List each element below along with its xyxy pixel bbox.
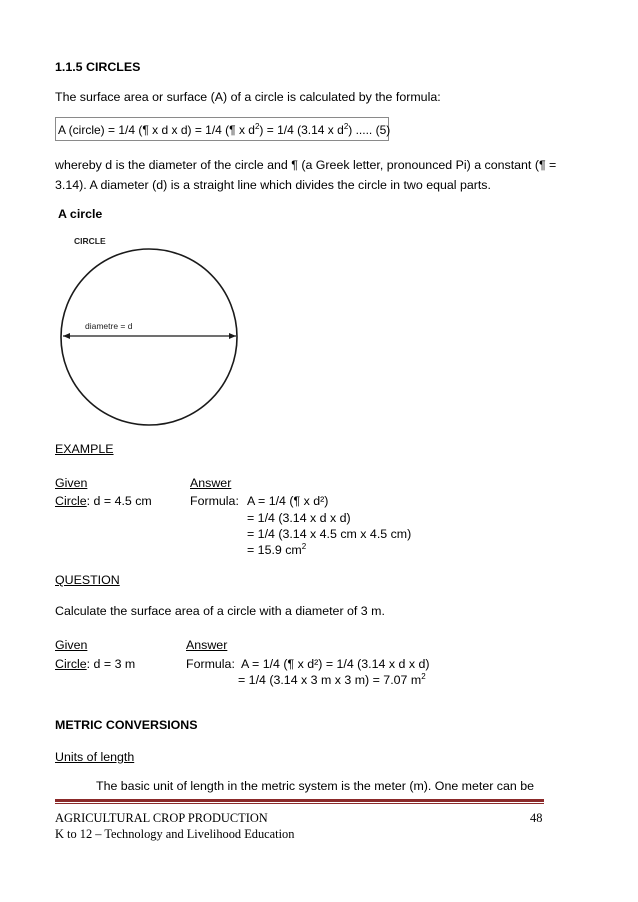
question-line-1: A = 1/4 (¶ x d²) = 1/4 (3.14 x d x d) <box>241 657 430 671</box>
section-title: 1.1.5 CIRCLES <box>55 60 141 74</box>
whereby-line2: 3.14). A diameter (d) is a straight line which divides the circle in two equal parts. <box>55 178 491 192</box>
footer-rule-thick <box>55 799 544 802</box>
question-text: Calculate the surface area of a circle with a diameter of 3 m. <box>55 604 385 618</box>
question-line-2 <box>238 673 426 687</box>
formula-part2: ) = 1/4 (3.14 x d <box>259 123 344 137</box>
question-given-value: : d = 3 m <box>86 657 136 671</box>
example-result: = 15.9 cm <box>247 543 302 557</box>
example-step-1: A = 1/4 (¶ x d²) <box>247 494 329 508</box>
question-formula-label: Formula: <box>186 657 235 671</box>
example-answer-label: Answer <box>190 476 232 490</box>
question-answer-label: Answer <box>186 638 228 652</box>
question-result-sup: 2 <box>421 671 426 681</box>
metric-paragraph: The basic unit of length in the metric system is the meter (m). One meter can be <box>96 779 534 793</box>
diameter-label: diametre = d <box>85 321 133 331</box>
footer-subtitle: K to 12 – Technology and Livelihood Education <box>55 827 295 841</box>
question-result: = 1/4 (3.14 x 3 m x 3 m) = 7.07 m <box>238 673 422 687</box>
example-given-label: Given <box>55 476 88 490</box>
example-heading: EXAMPLE <box>55 442 114 456</box>
footer-title: AGRICULTURAL CROP PRODUCTION <box>55 811 268 825</box>
example-formula-label: Formula: <box>190 494 239 508</box>
circle-label: CIRCLE <box>74 236 106 246</box>
formula-sup2: 2 <box>343 122 349 131</box>
footer-rule-thin <box>55 803 544 804</box>
footer-page-number: 48 <box>530 811 543 825</box>
question-heading: QUESTION <box>55 573 120 587</box>
formula-sup1: 2 <box>254 122 260 131</box>
intro-text: The surface area or surface (A) of a circle is calculated by the formula: <box>55 90 441 104</box>
figure-caption: A circle <box>58 207 103 221</box>
example-step-3: = 1/4 (3.14 x 4.5 cm x 4.5 cm) <box>247 527 412 541</box>
formula-text <box>58 123 390 137</box>
example-step-4 <box>247 543 306 557</box>
example-given-value: : d = 4.5 cm <box>86 494 152 508</box>
example-circle-word: Circle <box>55 494 87 508</box>
formula-part1: A (circle) = 1/4 (¶ x d x d) = 1/4 (¶ x d <box>58 123 255 137</box>
question-circle-word: Circle <box>55 657 87 671</box>
circle-figure <box>55 228 270 428</box>
example-result-sup: 2 <box>301 541 307 551</box>
example-given <box>55 494 152 508</box>
circle-shape <box>61 249 237 425</box>
whereby-line1: whereby d is the diameter of the circle and ¶ (a Greek letter, pronounced Pi) a constant (¶ = <box>55 158 557 172</box>
diameter-arrow-left <box>63 333 70 339</box>
formula-part3: ) ..... (5) <box>348 123 391 137</box>
metric-subheading: Units of length <box>55 750 135 764</box>
example-step-2: = 1/4 (3.14 x d x d) <box>247 511 351 525</box>
question-given-label: Given <box>55 638 88 652</box>
metric-heading: METRIC CONVERSIONS <box>55 718 198 732</box>
diameter-arrow-right <box>229 333 236 339</box>
question-given <box>55 657 135 671</box>
